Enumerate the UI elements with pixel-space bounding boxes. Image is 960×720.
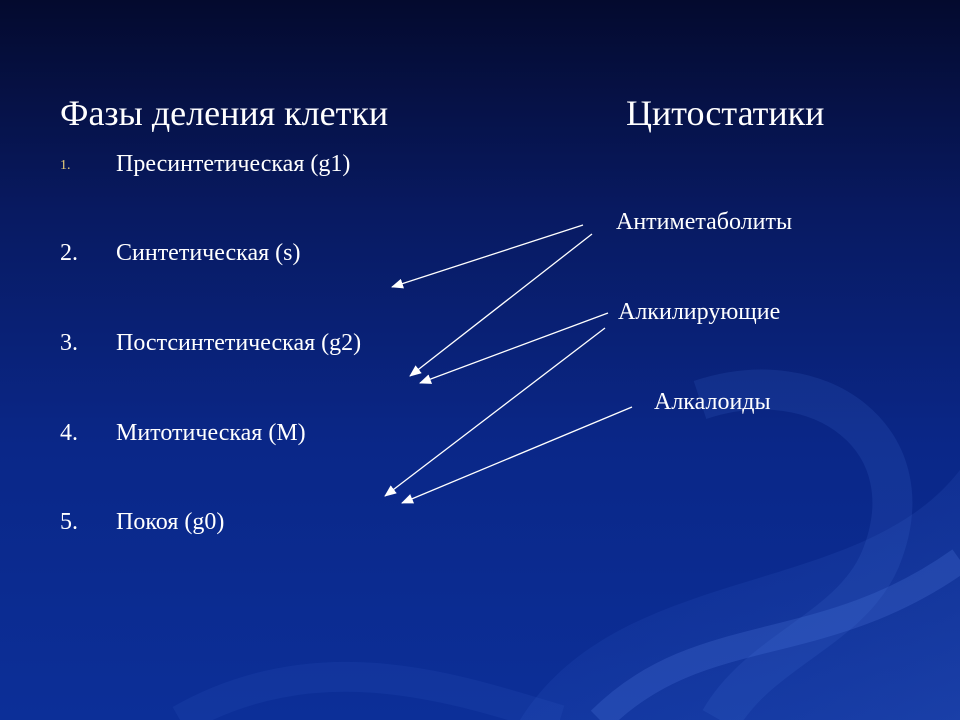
phase-number: 5. <box>60 509 78 535</box>
drug-alkylating: Алкилирующие <box>618 299 781 325</box>
drug-alkaloids: Алкалоиды <box>654 389 771 415</box>
phase-number: 3. <box>60 330 78 356</box>
phase-label: Синтетическая (s) <box>116 240 301 266</box>
phase-label: Пресинтетическая (g1) <box>116 151 351 177</box>
arrow-alkaloids-to-m <box>402 407 632 503</box>
phase-label: Постсинтетическая (g2) <box>116 330 362 356</box>
arrow-antimetabolites-to-s <box>392 225 583 287</box>
phase-number: 4. <box>60 420 78 446</box>
drug-antimetabolites: Антиметаболиты <box>616 209 793 235</box>
phase-number: 2. <box>60 240 78 266</box>
phase-number: 1. <box>60 158 71 173</box>
arrow-antimetabolites-to-g2 <box>410 234 592 376</box>
phases-heading: Фазы деления клетки <box>60 93 389 133</box>
phase-label: Покоя (g0) <box>116 509 225 535</box>
arrow-alkylating-to-m <box>385 328 605 496</box>
cytostatics-heading: Цитостатики <box>626 93 825 133</box>
phase-label: Митотическая (М) <box>116 420 306 446</box>
